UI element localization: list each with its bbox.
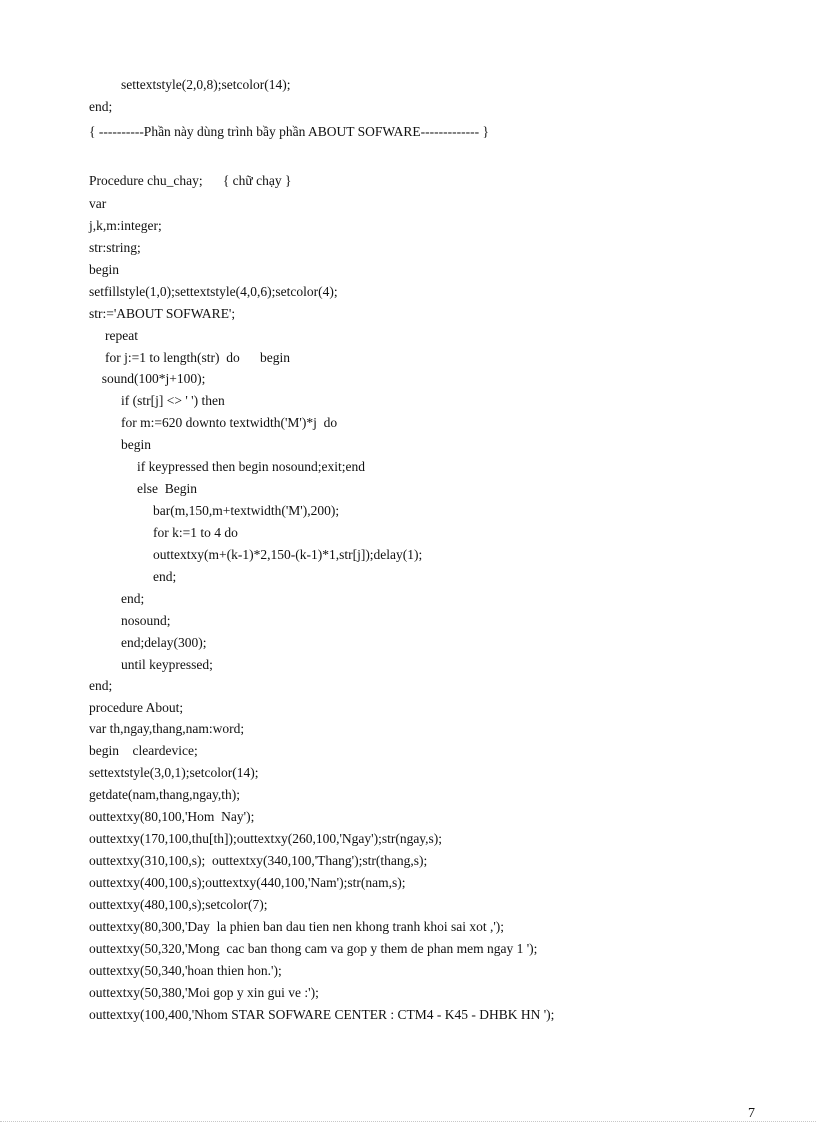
code-line: begin cleardevice; <box>89 743 198 758</box>
code-line: else Begin <box>137 481 197 496</box>
code-line: outtextxy(50,320,'Mong cac ban thong cam va gop y them de phan mem ngay 1 '); <box>89 941 538 956</box>
code-line: sound(100*j+100); <box>101 371 206 386</box>
code-line: outtextxy(100,400,'Nhom STAR SOFWARE CENTER : CTM4 - K45 - DHBK HN '); <box>89 1007 555 1022</box>
code-line: procedure About; <box>89 700 184 715</box>
code-line: var <box>89 196 107 211</box>
footer-divider <box>0 1121 816 1122</box>
code-line: str:='ABOUT SOFWARE'; <box>89 306 236 321</box>
code-line: outtextxy(80,300,'Day la phien ban dau tien nen khong tranh khoi sai xot ,'); <box>89 919 505 934</box>
code-line: nosound; <box>121 613 171 628</box>
code-line: end; <box>153 569 177 584</box>
code-line: { ----------Phần này dùng trình bầy phần ABOUT SOFWARE------------- } <box>89 124 489 139</box>
code-line: outtextxy(m+(k-1)*2,150-(k-1)*1,str[j]);delay(1); <box>153 547 423 562</box>
code-line: settextstyle(3,0,1);setcolor(14); <box>89 765 259 780</box>
code-line: outtextxy(400,100,s);outtextxy(440,100,'Nam');str(nam,s); <box>89 875 406 890</box>
code-line: end; <box>89 99 113 114</box>
code-line: for m:=620 downto textwidth('M')*j do <box>121 415 338 430</box>
code-line: repeat <box>105 328 138 343</box>
code-line: end; <box>121 591 145 606</box>
code-line: outtextxy(80,100,'Hom Nay'); <box>89 809 255 824</box>
code-line: end;delay(300); <box>121 635 207 650</box>
code-line: outtextxy(310,100,s); outtextxy(340,100,'Thang');str(thang,s); <box>89 853 428 868</box>
code-line: var th,ngay,thang,nam:word; <box>89 721 245 736</box>
code-line: outtextxy(50,380,'Moi gop y xin gui ve :'); <box>89 985 319 1000</box>
code-line: setfillstyle(1,0);settextstyle(4,0,6);setcolor(4); <box>89 284 338 299</box>
code-line: begin <box>89 262 119 277</box>
code-line: outtextxy(480,100,s);setcolor(7); <box>89 897 268 912</box>
code-line: until keypressed; <box>121 657 213 672</box>
code-line: outtextxy(170,100,thu[th]);outtextxy(260,100,'Ngay');str(ngay,s); <box>89 831 443 846</box>
code-line: if (str[j] <> ' ') then <box>121 393 225 408</box>
code-line: bar(m,150,m+textwidth('M'),200); <box>153 503 340 518</box>
code-line: settextstyle(2,0,8);setcolor(14); <box>121 77 291 92</box>
code-line: end; <box>89 678 113 693</box>
code-line: str:string; <box>89 240 141 255</box>
code-line: Procedure chu_chay; { chữ chạy } <box>89 173 292 188</box>
code-line: getdate(nam,thang,ngay,th); <box>89 787 240 802</box>
code-line: begin <box>121 437 151 452</box>
code-line: if keypressed then begin nosound;exit;end <box>137 459 365 474</box>
code-line: outtextxy(50,340,'hoan thien hon.'); <box>89 963 282 978</box>
code-line: j,k,m:integer; <box>89 218 162 233</box>
page-number: 7 <box>748 1106 755 1121</box>
code-line: for j:=1 to length(str) do begin <box>105 350 290 365</box>
code-line: for k:=1 to 4 do <box>153 525 238 540</box>
